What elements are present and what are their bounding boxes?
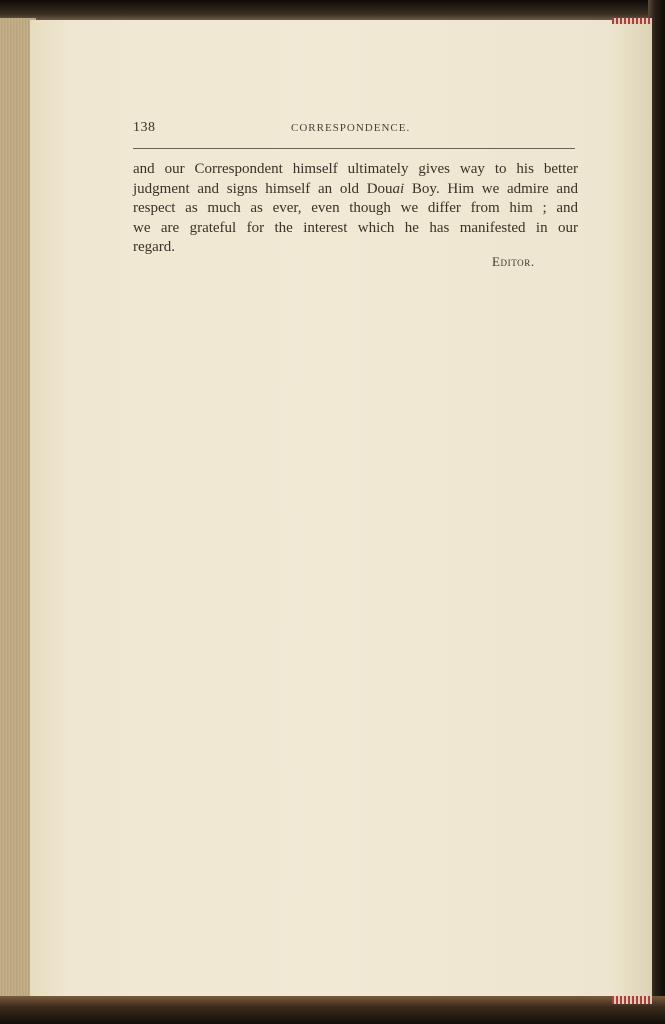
body-line-2-text-b: Boy. Him we admire and bbox=[404, 180, 578, 197]
header-rule bbox=[133, 148, 575, 149]
page-header bbox=[133, 120, 575, 140]
editor-signature: Editor. bbox=[492, 254, 535, 269]
running-head: CORRESPONDENCE. bbox=[291, 122, 411, 134]
page-number: 138 bbox=[133, 120, 156, 135]
body-paragraph bbox=[133, 160, 578, 258]
body-line-3: respect as much as ever, even though we differ from him ; and bbox=[133, 200, 578, 216]
body-line-2-italic: ai bbox=[392, 180, 405, 197]
cover-edge-top bbox=[0, 0, 665, 20]
bookmark-ribbon-top bbox=[612, 18, 652, 24]
body-line-4: we are grateful for the interest which he has manifested in our bbox=[133, 219, 578, 236]
bookmark-ribbon-bottom bbox=[612, 996, 652, 1004]
body-line-5: regard. bbox=[133, 239, 176, 255]
cover-edge-bottom bbox=[0, 996, 665, 1024]
body-line-1: and our Correspondent himself ultimately gives way to his better bbox=[133, 161, 578, 177]
body-line-2 bbox=[133, 180, 578, 200]
body-line-2-text-a: judgment and signs himself an old Dou bbox=[133, 180, 393, 197]
